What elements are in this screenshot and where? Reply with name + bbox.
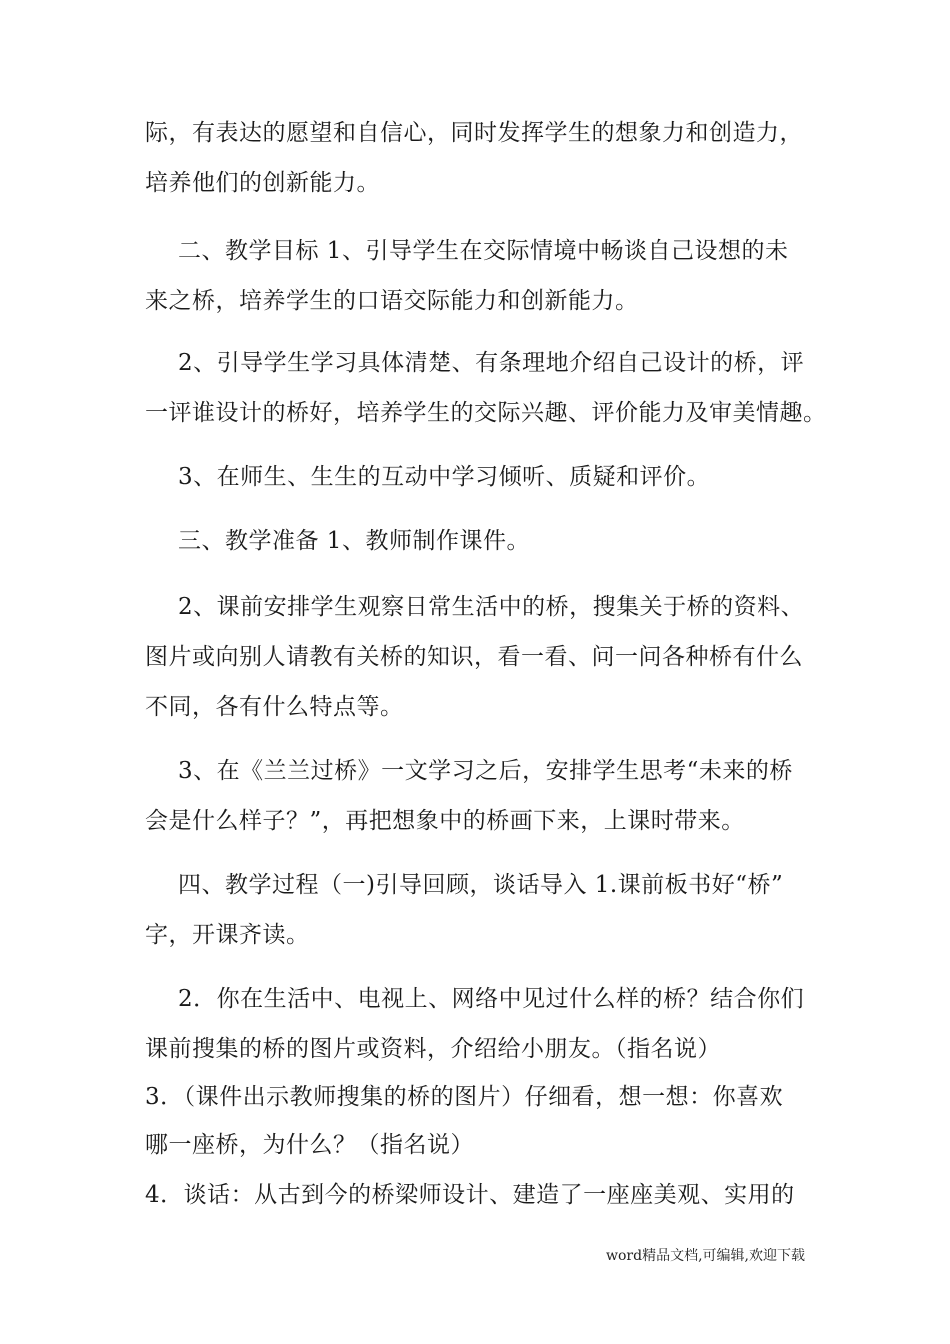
section-heading-objectives: 二、教学目标 1、引导学生在交际情境中畅谈自己设想的未	[178, 238, 789, 264]
body-line-2: 培养他们的创新能力。	[145, 170, 380, 196]
body-line-9: 2、课前安排学生观察日常生活中的桥，搜集关于桥的资料、	[178, 594, 805, 620]
body-line-10: 图片或向别人请教有关桥的知识，看一看、问一问各种桥有什么	[145, 644, 803, 670]
body-line-17: 课前搜集的桥的图片或资料，介绍给小朋友。（指名说）	[145, 1036, 721, 1062]
page-footer: word精品文档,可编辑,欢迎下载	[606, 1248, 805, 1264]
body-line-5: 2、引导学生学习具体清楚、有条理地介绍自己设计的桥，评	[178, 350, 805, 376]
body-line-4: 来之桥，培养学生的口语交际能力和创新能力。	[145, 288, 639, 314]
body-line-6: 一评谁设计的桥好，培养学生的交际兴趣、评价能力及审美情趣。	[145, 400, 827, 426]
body-line-18: 3．（课件出示教师搜集的桥的图片）仔细看，想一想：你喜欢	[145, 1084, 784, 1110]
body-line-16: 2．你在生活中、电视上、网络中见过什么样的桥？结合你们	[178, 986, 805, 1012]
section-heading-process: 四、教学过程（一)引导回顾，谈话导入 1.课前板书好“桥”	[178, 872, 784, 898]
body-line-1: 际，有表达的愿望和自信心，同时发挥学生的想象力和创造力，	[145, 120, 803, 146]
body-line-13: 会是什么样子？”，再把想象中的桥画下来，上课时带来。	[145, 808, 745, 834]
body-line-15: 字，开课齐读。	[145, 922, 310, 948]
section-heading-preparation: 三、教学准备 1、教师制作课件。	[178, 528, 530, 554]
body-line-7: 3、在师生、生生的互动中学习倾听、质疑和评价。	[178, 464, 711, 490]
body-line-19: 哪一座桥，为什么？（指名说）	[145, 1132, 474, 1158]
body-line-11: 不同，各有什么特点等。	[145, 694, 404, 720]
body-line-12: 3、在《兰兰过桥》一文学习之后，安排学生思考“未来的桥	[178, 758, 793, 784]
body-line-20: 4．谈话：从古到今的桥梁师设计、建造了一座座美观、实用的	[145, 1182, 795, 1208]
